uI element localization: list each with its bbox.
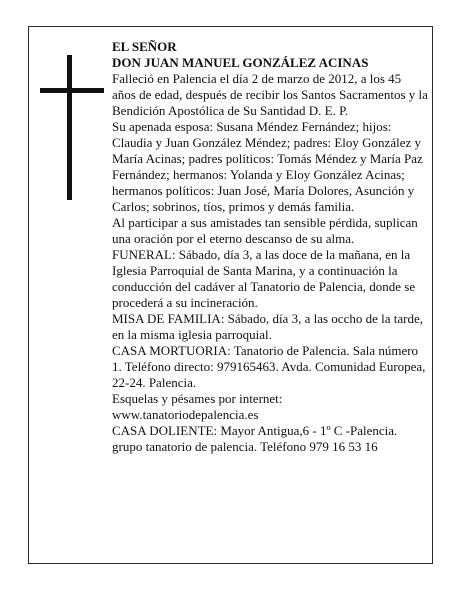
notice-title-line1: EL SEÑOR [112,39,177,54]
prayer-request: Al participar a sus amistades tan sensible pérdida, suplican una oración por el eterno descanso de su alma. [112,215,418,246]
latin-cross-icon [40,55,104,200]
mourning-house-info: CASA DOLIENTE: Mayor Antigua,6 - 1º C -Palencia. grupo tanatorio de palencia. Teléfono 979 16 53 16 [112,423,398,454]
mortuary-info: CASA MORTUORIA: Tanatorio de Palencia. Sala número 1. Teléfono directo: 979165463. Avda. Comunidad Europea, 22-24. Palencia. [112,343,426,390]
internet-condolences: Esquelas y pésames por internet: www.tanatoriodepalencia.es [112,391,283,422]
cross-vertical-bar [67,55,72,200]
notice-content [112,39,428,455]
family-list: Su apenada esposa: Susana Méndez Fernández; hijos: Claudia y Juan González Méndez; padres: Eloy González y María Acinas; padres políticos: Tomás Méndez y María Paz Fernández; hermanos: Yolanda y Eloy González Acinas; hermanos políticos: Juan José, María Dolores, Asunción y Carlos; sobrinos, tíos, primos y demás familia. [112,119,423,214]
funeral-info: FUNERAL: Sábado, día 3, a las doce de la mañana, en la Iglesia Parroquial de Santa Marina, y a continuación la conducción del cadáver al Tanatorio de Palencia, donde se procederá a su incineración. [112,247,416,310]
cross-horizontal-bar [40,88,104,93]
deceased-name: DON JUAN MANUEL GONZÁLEZ ACINAS [112,55,369,70]
death-announcement: Falleció en Palencia el día 2 de marzo de 2012, a los 45 años de edad, después de recibir los Santos Sacramentos y la Bendición Apostólica de Su Santidad D. E. P. [112,71,428,118]
family-mass-info: MISA DE FAMILIA: Sábado, día 3, a las occho de la tarde, en la misma iglesia parroquial. [112,311,423,342]
